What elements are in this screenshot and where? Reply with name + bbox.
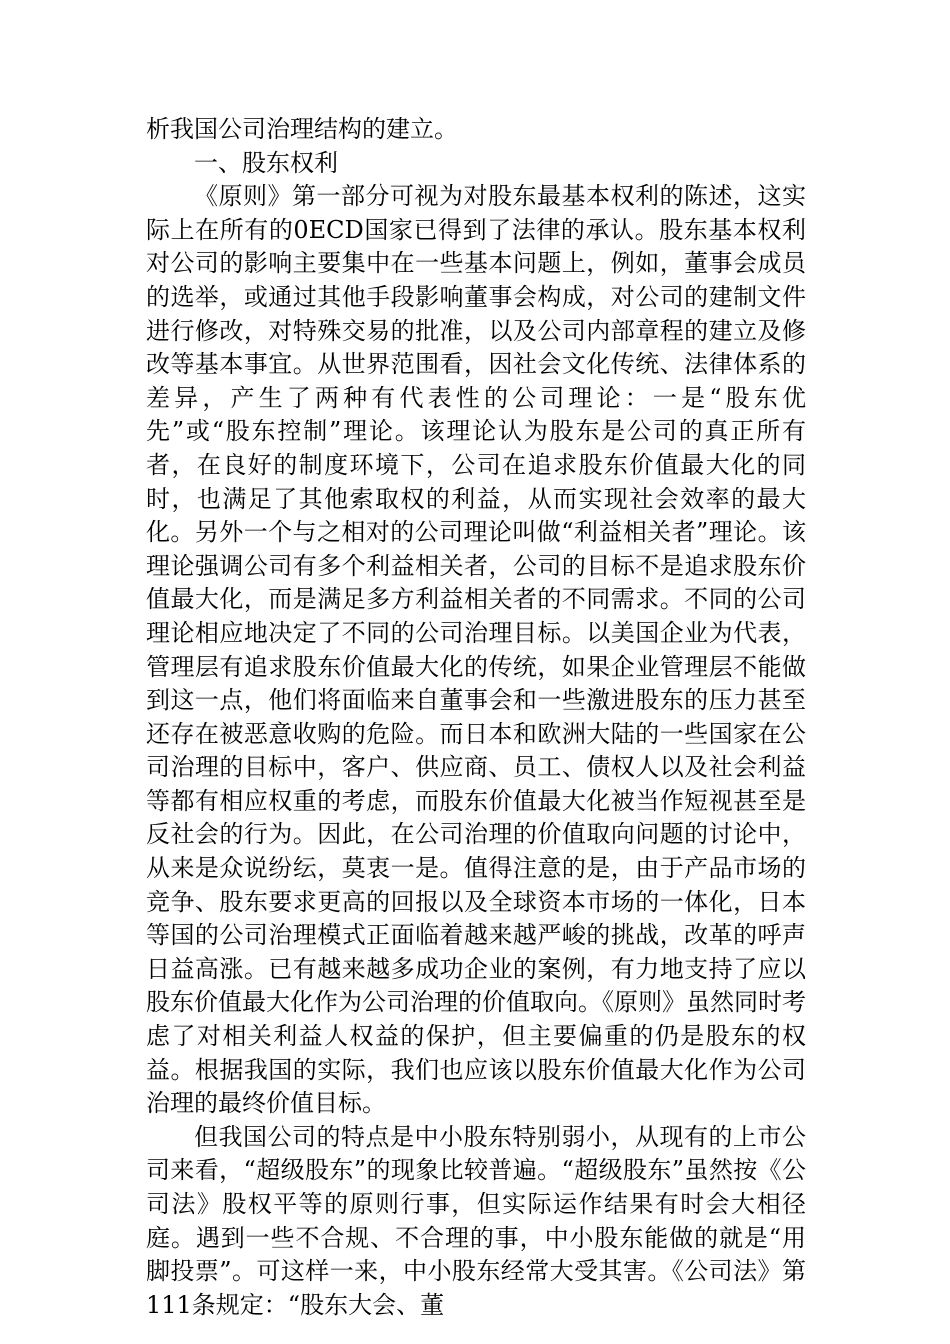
section-heading: 一、股东权利	[194, 148, 338, 177]
document-page	[146, 113, 806, 1322]
paragraph-minority-shareholders: 但我国公司的特点是中小股东特别弱小，从现有的上市公司来看，“超级股东”的现象比较普遍。“超级股东”虽然按《公司法》股权平等的原则行事，但实际运作结果有时会大相径庭。遇到一些不合规、不合理的事，中小股东能做的就是“用脚投票”。可这样一来，中小股东经常大受其害。《公司法》第111条规定：“股东大会、董	[146, 1122, 806, 1319]
paragraph-shareholder-rights: 《原则》第一部分可视为对股东最基本权利的陈述，这实际上在所有的0ECD国家已得到了法律的承认。股东基本权利对公司的影响主要集中在一些基本问题上，例如，董事会成员的选举，或通过其他手段影响董事会构成，对公司的建制文件进行修改，对特殊交易的批准，以及公司内部章程的建立及修改等基本事宜。从世界范围看，因社会文化传统、法律体系的差异，产生了两种有代表性的公司理论：一是“股东优先”或“股东控制”理论。该理论认为股东是公司的真正所有者，在良好的制度环境下，公司在追求股东价值最大化的同时，也满足了其他索取权的利益，从而实现社会效率的最大化。另外一个与之相对的公司理论叫做“利益相关者”理论。该理论强调公司有多个利益相关者，公司的目标不是追求股东价值最大化，而是满足多方利益相关者的不同需求。不同的公司理论相应地决定了不同的公司治理目标。以美国企业为代表，管理层有追求股东价值最大化的传统，如果企业管理层不能做到这一点，他们将面临来自董事会和一些激进股东的压力甚至还存在被恶意收购的危险。而日本和欧洲大陆的一些国家在公司治理的目标中，客户、供应商、员工、债权人以及社会利益等都有相应权重的考虑，而股东价值最大化被当作短视甚至是反社会的行为。因此，在公司治理的价值取向问题的讨论中，从来是众说纷纭，莫衷一是。值得注意的是，由于产品市场的竞争、股东要求更高的回报以及全球资本市场的一体化，日本等国的公司治理模式正面临着越来越严峻的挑战，改革的呼声日益高涨。已有越来越多成功企业的案例，有力地支持了应以股东价值最大化作为公司治理的价值取向。《原则》虽然同时考虑了对相关利益人权益的保护，但主要偏重的仍是股东的权益。根据我国的实际，我们也应该以股东价值最大化作为公司治理的最终价值目标。	[146, 182, 806, 1118]
lead-line: 析我国公司治理结构的建立。	[146, 115, 458, 143]
